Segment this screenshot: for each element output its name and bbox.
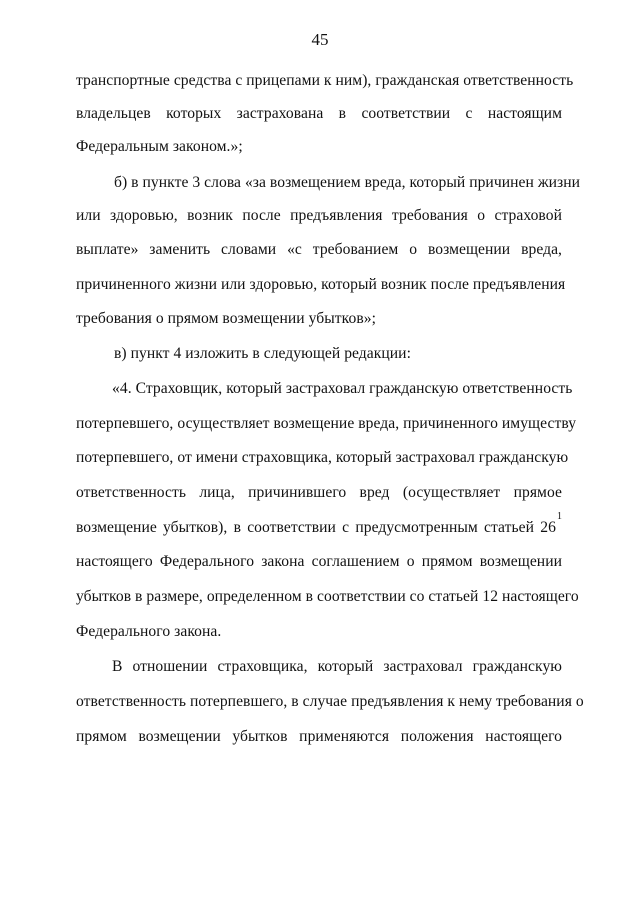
text-line-with-superscript xyxy=(76,511,562,538)
text-line: ответственность потерпевшего, в случае предъявления к нему требования о xyxy=(76,693,584,710)
text-line: причиненного жизни или здоровью, который возник после предъявления xyxy=(76,276,566,293)
text-line: Федерального закона. xyxy=(76,623,222,640)
text-line: «4. Страховщик, который застраховал гражданскую ответственность xyxy=(112,380,573,397)
superscript: 1 xyxy=(556,511,562,522)
text-line: транспортные средства с прицепами к ним), гражданская ответственность xyxy=(76,72,574,89)
text-line: потерпевшего, осуществляет возмещение вреда, причиненного имуществу xyxy=(76,415,577,432)
text-line: убытков в размере, определенном в соответствии со статьей 12 настоящего xyxy=(76,588,579,605)
text-line: б) в пункте 3 слова «за возмещением вреда, который причинен жизни xyxy=(114,174,581,191)
text-line: Федеральным законом.»; xyxy=(76,138,243,155)
text-line: настоящего Федерального закона соглашением о прямом возмещении xyxy=(76,553,562,570)
text-line: возмещение убытков), в соответствии с предусмотренным статьей 26 xyxy=(76,519,556,536)
text-line: владельцев которых застрахована в соответствии с настоящим xyxy=(76,105,562,122)
page-number: 45 xyxy=(311,30,329,49)
text-line: прямом возмещении убытков применяются положения настоящего xyxy=(76,728,562,745)
text-line: требования о прямом возмещении убытков»; xyxy=(76,310,376,327)
text-line: В отношении страховщика, который застраховал гражданскую xyxy=(112,658,562,675)
text-line: ответственность лица, причинившего вред (осуществляет прямое xyxy=(76,484,562,501)
text-line: выплате» заменить словами «с требованием о возмещении вреда, xyxy=(76,241,562,258)
text-line: в) пункт 4 изложить в следующей редакции: xyxy=(114,345,411,362)
text-line: потерпевшего, от имени страховщика, который застраховал гражданскую xyxy=(76,449,569,466)
text-line: или здоровью, возник после предъявления требования о страховой xyxy=(76,207,562,224)
